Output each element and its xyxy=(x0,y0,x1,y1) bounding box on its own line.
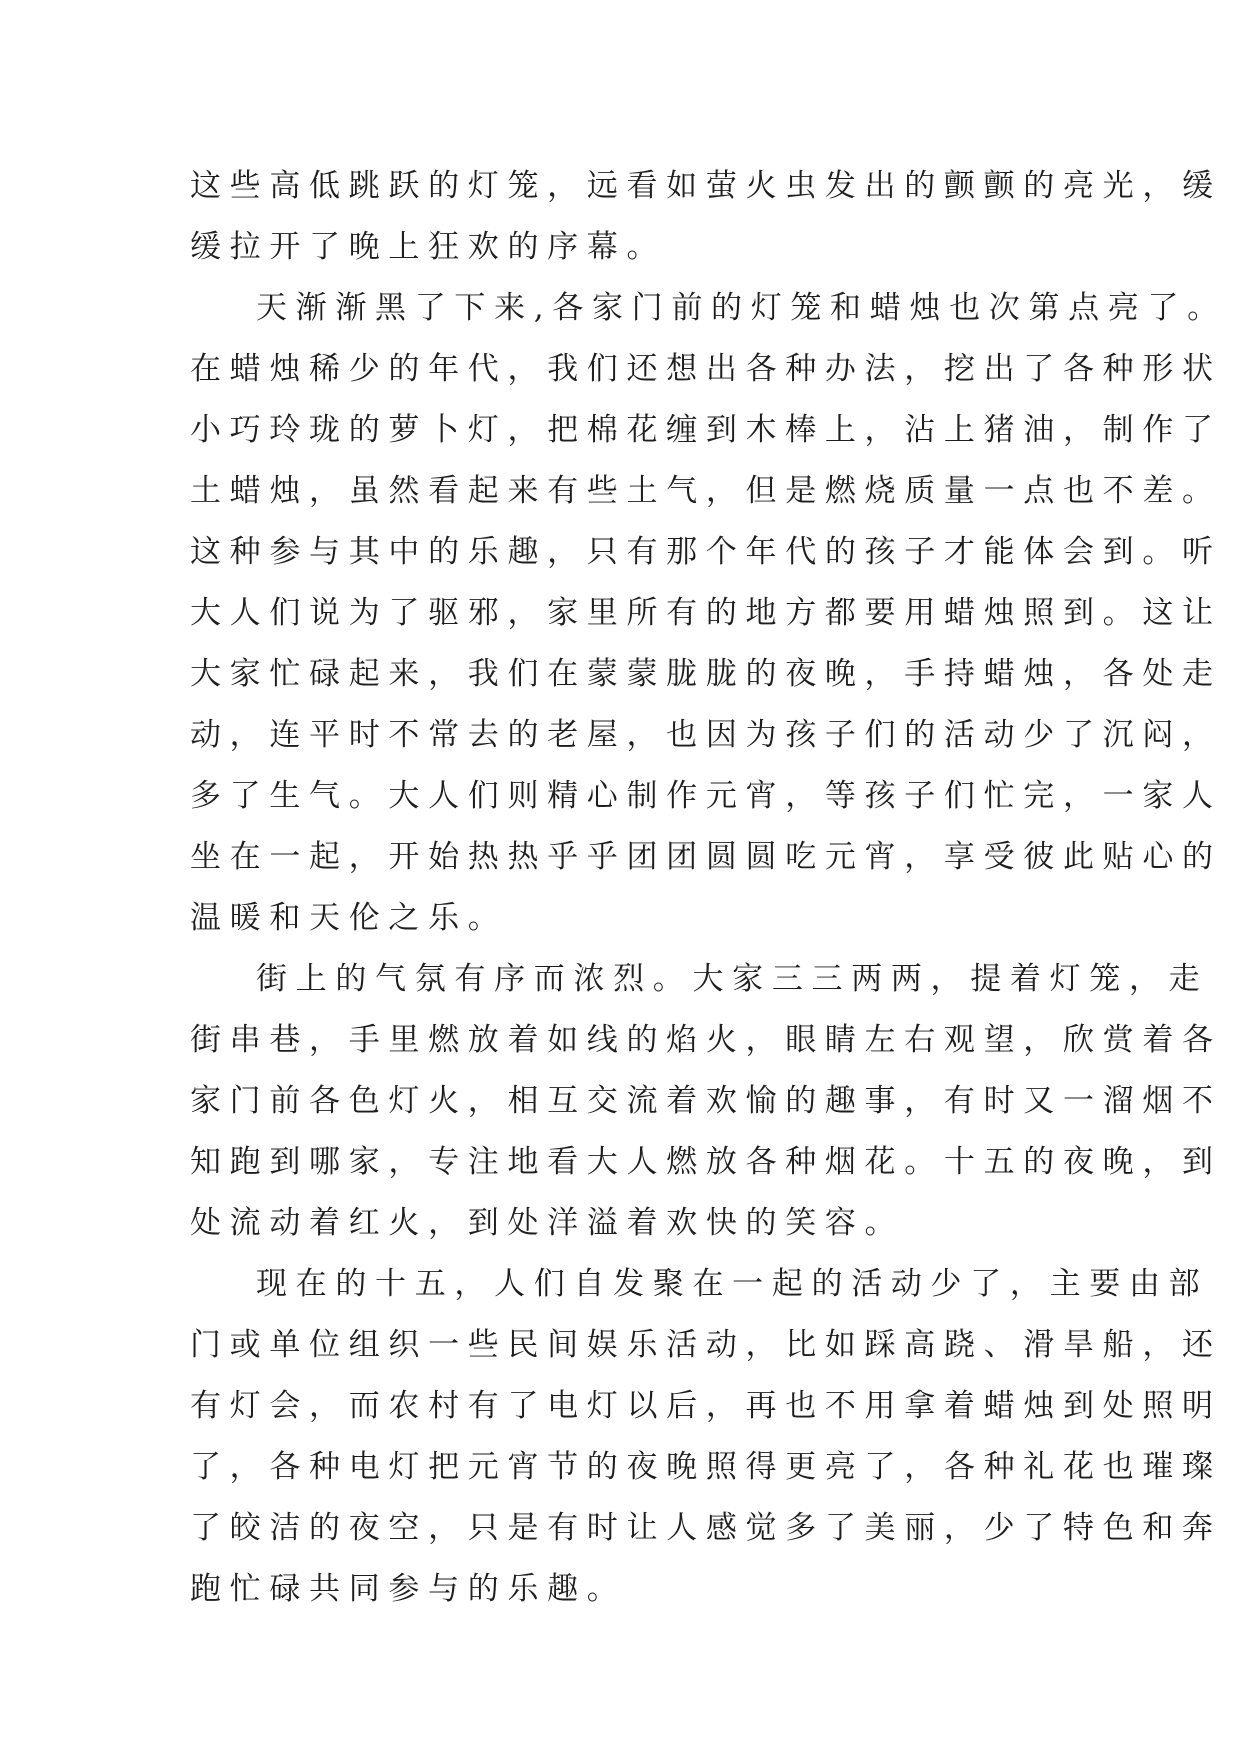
text-line: 土蜡烛，虽然看起来有些土气，但是燃烧质量一点也不差。 xyxy=(190,473,1222,509)
body-text xyxy=(190,156,1227,1620)
text-line: 温暖和天伦之乐。 xyxy=(190,900,508,936)
text-line: 处流动着红火，到处洋溢着欢快的笑容。 xyxy=(190,1205,905,1241)
text-line: 门或单位组织一些民间娱乐活动，比如踩高跷、滑旱船，还 xyxy=(190,1327,1222,1363)
text-line: 缓拉开了晚上狂欢的序幕。 xyxy=(190,229,667,265)
paragraph-first-line: 现在的十五，人们自发聚在一起的活动少了，主要由部 xyxy=(256,1266,1209,1302)
text-line: 坐在一起，开始热热乎乎团团圆圆吃元宵，享受彼此贴心的 xyxy=(190,839,1222,875)
text-line: 家门前各色灯火，相互交流着欢愉的趣事，有时又一溜烟不 xyxy=(190,1083,1222,1119)
paragraph-first-line: 街上的气氛有序而浓烈。大家三三两两，提着灯笼，走 xyxy=(256,961,1209,997)
text-line: 多了生气。大人们则精心制作元宵，等孩子们忙完，一家人 xyxy=(190,778,1222,814)
text-line: 有灯会，而农村有了电灯以后，再也不用拿着蜡烛到处照明 xyxy=(190,1388,1222,1424)
text-line: 大家忙碌起来，我们在蒙蒙胧胧的夜晚，手持蜡烛，各处走 xyxy=(190,656,1222,692)
text-line: 知跑到哪家，专注地看大人燃放各种烟花。十五的夜晚，到 xyxy=(190,1144,1222,1180)
paragraph-first-line: 天渐渐黑了下来,各家门前的灯笼和蜡烛也次第点亮了。 xyxy=(256,290,1227,326)
text-line: 大人们说为了驱邪，家里所有的地方都要用蜡烛照到。这让 xyxy=(190,595,1222,631)
text-line: 小巧玲珑的萝卜灯，把棉花缠到木棒上，沾上猪油，制作了 xyxy=(190,412,1222,448)
text-line: 这种参与其中的乐趣，只有那个年代的孩子才能体会到。听 xyxy=(190,534,1222,570)
text-line: 了皎洁的夜空，只是有时让人感觉多了美丽，少了特色和奔 xyxy=(190,1510,1222,1546)
text-line: 跑忙碌共同参与的乐趣。 xyxy=(190,1571,627,1607)
text-line: 在蜡烛稀少的年代，我们还想出各种办法，挖出了各种形状 xyxy=(190,351,1222,387)
text-line: 了，各种电灯把元宵节的夜晚照得更亮了，各种礼花也璀璨 xyxy=(190,1449,1222,1485)
text-line: 动，连平时不常去的老屋，也因为孩子们的活动少了沉闷， xyxy=(190,717,1222,753)
text-line: 街串巷，手里燃放着如线的焰火，眼睛左右观望，欣赏着各 xyxy=(190,1022,1222,1058)
text-line: 这些高低跳跃的灯笼，远看如萤火虫发出的颤颤的亮光，缓 xyxy=(190,168,1222,204)
